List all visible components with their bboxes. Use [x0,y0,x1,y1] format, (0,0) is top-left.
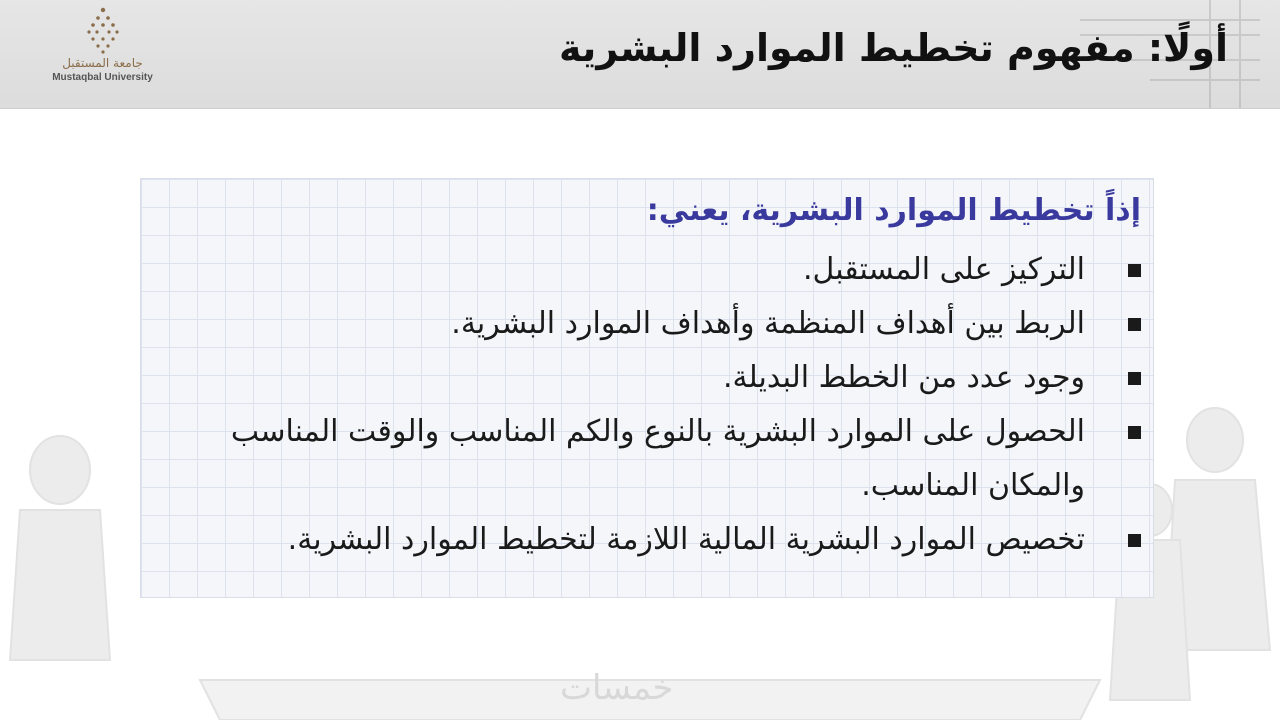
content-panel [140,178,1154,598]
list-item [151,405,1141,513]
list-item-text: تخصيص الموارد البشرية المالية اللازمة لتخطيط الموارد البشرية. [287,522,1085,557]
university-logo [40,6,165,102]
list-item [151,513,1141,567]
list-item [151,243,1141,297]
panel-heading: إذاً تخطيط الموارد البشرية، يعني: [646,193,1141,228]
square-bullet-icon [1128,318,1141,331]
logo-mark-icon [83,6,123,54]
logo-name-arabic: جامعة المستقبل [62,56,143,70]
slide-header [0,0,1280,109]
watermark: خمسات [560,668,674,708]
list-item-text: وجود عدد من الخطط البديلة. [722,360,1085,395]
list-item [151,297,1141,351]
slide-title: أولًا: مفهوم تخطيط الموارد البشرية [559,26,1228,70]
list-item-text: الربط بين أهداف المنظمة وأهداف الموارد البشرية. [451,306,1085,341]
logo-name-english: Mustaqbal University [52,72,153,83]
square-bullet-icon [1128,264,1141,277]
square-bullet-icon [1128,372,1141,385]
bullet-list [151,243,1141,567]
list-item-text: التركيز على المستقبل. [803,252,1085,287]
list-item [151,351,1141,405]
square-bullet-icon [1128,534,1141,547]
list-item-text: الحصول على الموارد البشرية بالنوع والكم المناسب والوقت المناسب والمكان المناسب. [230,414,1085,503]
square-bullet-icon [1128,426,1141,439]
